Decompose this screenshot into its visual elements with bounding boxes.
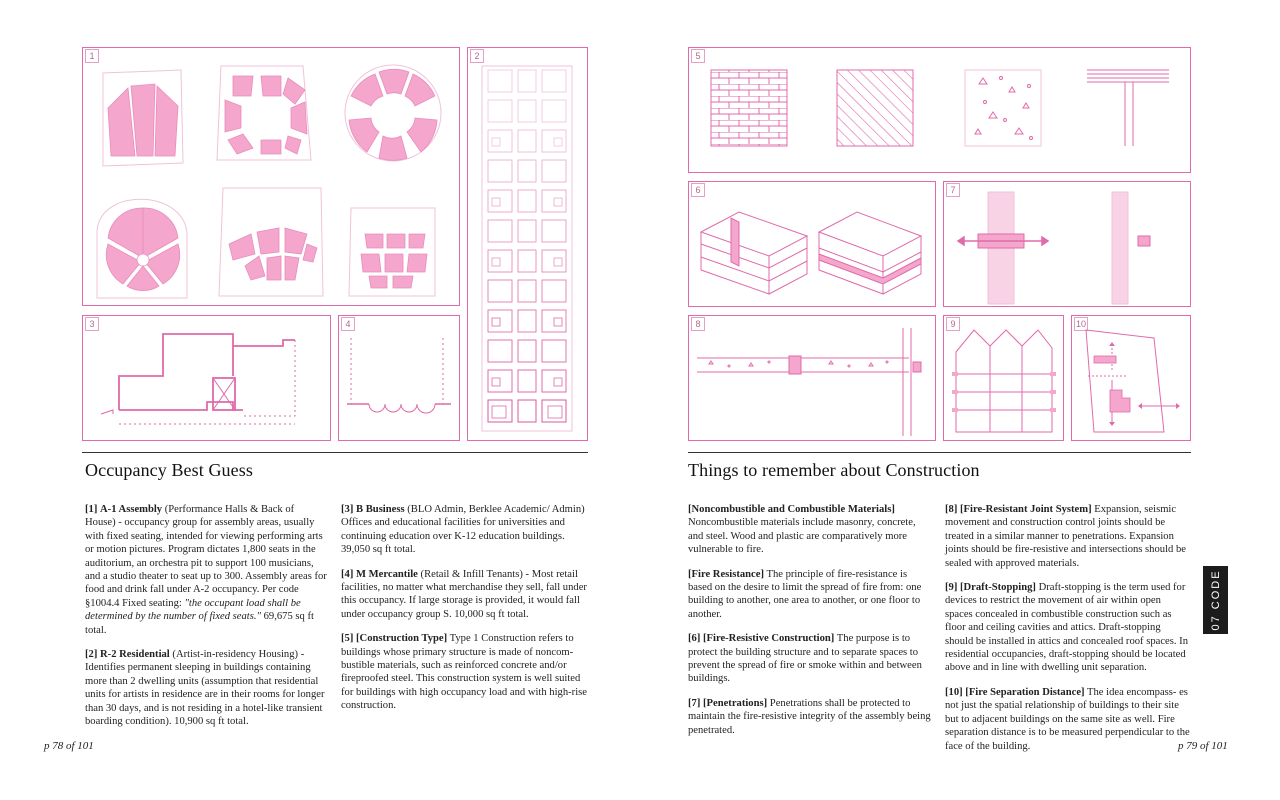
panel-number: 10 <box>1075 319 1086 329</box>
figure-panel-9 <box>943 315 1064 441</box>
figure-panel-4 <box>338 315 460 441</box>
business-floor-plan-drawing <box>83 316 329 439</box>
panel-number: 7 <box>946 183 960 197</box>
paragraph: [9] [Draft-Stopping] Draft-stopping is the term used for devices to restrict the movement of air within open spaces concealed in combustible construction such as floor and ceiling cavities and attics. Draft-stopping should be installed in attics and concealed roof spaces. In residential occupancies, draft-stopping should be located above and in line with dwelling unit separation. <box>945 582 1188 674</box>
paragraph: [6] [Fire-Resistive Construction] The purpose is to protect the building structure and to separate spaces to prevent the spread of fire or smoke within and between buildings. <box>688 633 922 685</box>
penetrations-drawing <box>944 182 1189 305</box>
page-title: Things to remember about Construction <box>688 460 980 480</box>
panel-number: 2 <box>470 49 484 63</box>
figure-panel-10 <box>1071 315 1191 441</box>
joint-system-drawing <box>689 316 934 439</box>
panel-number: 5 <box>691 49 705 63</box>
text-column <box>945 503 1191 764</box>
paragraph: [5] [Construction Type] Type 1 Construction refers to buildings whose primary structure is made of noncom- bustible materials, such as reinforced concrete and/or fireproofed steel. This construction system is well suited for buildings with high occupancy load and with high-rise construction. <box>341 633 587 712</box>
figure-panel-7 <box>943 181 1191 307</box>
page-title: Occupancy Best Guess <box>85 460 253 480</box>
fire-separation-distance-drawing <box>1072 316 1189 439</box>
figure-panel-8 <box>688 315 936 441</box>
figure-panel-3 <box>82 315 331 441</box>
text-column <box>85 503 327 740</box>
panel-number: 1 <box>85 49 99 63</box>
draft-stopping-section-drawing <box>944 316 1062 439</box>
fire-resistive-isometric-drawing <box>689 182 934 305</box>
paragraph: [1] A-1 Assembly (Performance Halls & Back of House) - occupancy group for assembly areas, usually with fixed seating, intended for viewing performing arts or motion pictures. Program dictates 1,800 seats in the auditorium, an orchestra pit to support 100 musicians, and a studio theater to seat up to 300. Assembly areas for food and drink fall under A-2 occupancy. Per code §1004.4 Fixed seating: "the occupant load shall be determined by the number of fixed seats." 69,675 sq ft total. <box>85 504 327 636</box>
paragraph: [3] B Business (BLO Admin, Berklee Academic/ Admin) Offices and educational facilities for universities and continuing education over K-12 education buildings. 39,050 sq ft total. <box>341 504 585 556</box>
paragraph: [7] [Penetrations] Penetrations shall be protected to maintain the fire-resistive integrity of the assembly being penetrated. <box>688 697 931 736</box>
panel-number: 6 <box>691 183 705 197</box>
heading-rule <box>688 452 1191 453</box>
text-column <box>688 503 931 748</box>
figure-panel-1 <box>82 47 460 306</box>
paragraph: [Noncombustible and Combustible Materials] Noncombustible materials include masonry, concrete, and steel. Wood and plastic are comparatively more vulnerable to fire. <box>688 504 916 556</box>
assembly-plans-drawing <box>83 48 458 304</box>
paragraph: [4] M Mercantile (Retail & Infill Tenants) - Most retail facilities, no matter what merchandise they sell, fall under this occupancy. If large storage is provided, it would fall under occupancy group S. 10,000 sq ft total. <box>341 568 587 620</box>
paragraph: [Fire Resistance] The principle of fire-resistance is based on the desire to limit the spread of fire from: one building to another, one area to another, or one floor to another. <box>688 568 922 620</box>
panel-number: 4 <box>341 317 355 331</box>
panel-number: 9 <box>946 317 960 331</box>
page-number: p 78 of 101 <box>44 740 94 752</box>
residential-unit-plans-drawing <box>468 48 586 439</box>
panel-number: 8 <box>691 317 705 331</box>
figure-panel-5 <box>688 47 1191 173</box>
heading-rule <box>82 452 588 453</box>
figure-panel-2 <box>467 47 588 441</box>
figure-panel-6 <box>688 181 936 307</box>
retail-plan-drawing <box>339 316 458 439</box>
panel-number: 3 <box>85 317 99 331</box>
material-hatches-drawing <box>689 48 1189 171</box>
text-column <box>341 503 588 724</box>
paragraph: [2] R-2 Residential (Artist-in-residency Housing) - Identifies permanent sleeping in buildings containing more than 2 dwelling units (assumption that residential units for artists in residence are in their rooms for longer than 30 days, and is not residing in a hotel-like transient boarding condition). 10,900 sq ft total. <box>85 649 325 728</box>
page-number: p 79 of 101 <box>1178 740 1228 752</box>
paragraph: [8] [Fire-Resistant Joint System] Expansion, seismic movement and construction control joints should be treated in a similar manner to penetrations. Expansion joints should be fire-resistive and intersections should be sealed with approved materials. <box>945 504 1186 569</box>
chapter-tab: 07 CODE <box>1203 566 1228 634</box>
paragraph: [10] [Fire Separation Distance] The idea encompass- es not just the spatial relationship of buildings to their site but to adjacent buildings on the same site as well. Fire separation distance is to be measured perpendicular to the face of the building. <box>945 686 1190 752</box>
